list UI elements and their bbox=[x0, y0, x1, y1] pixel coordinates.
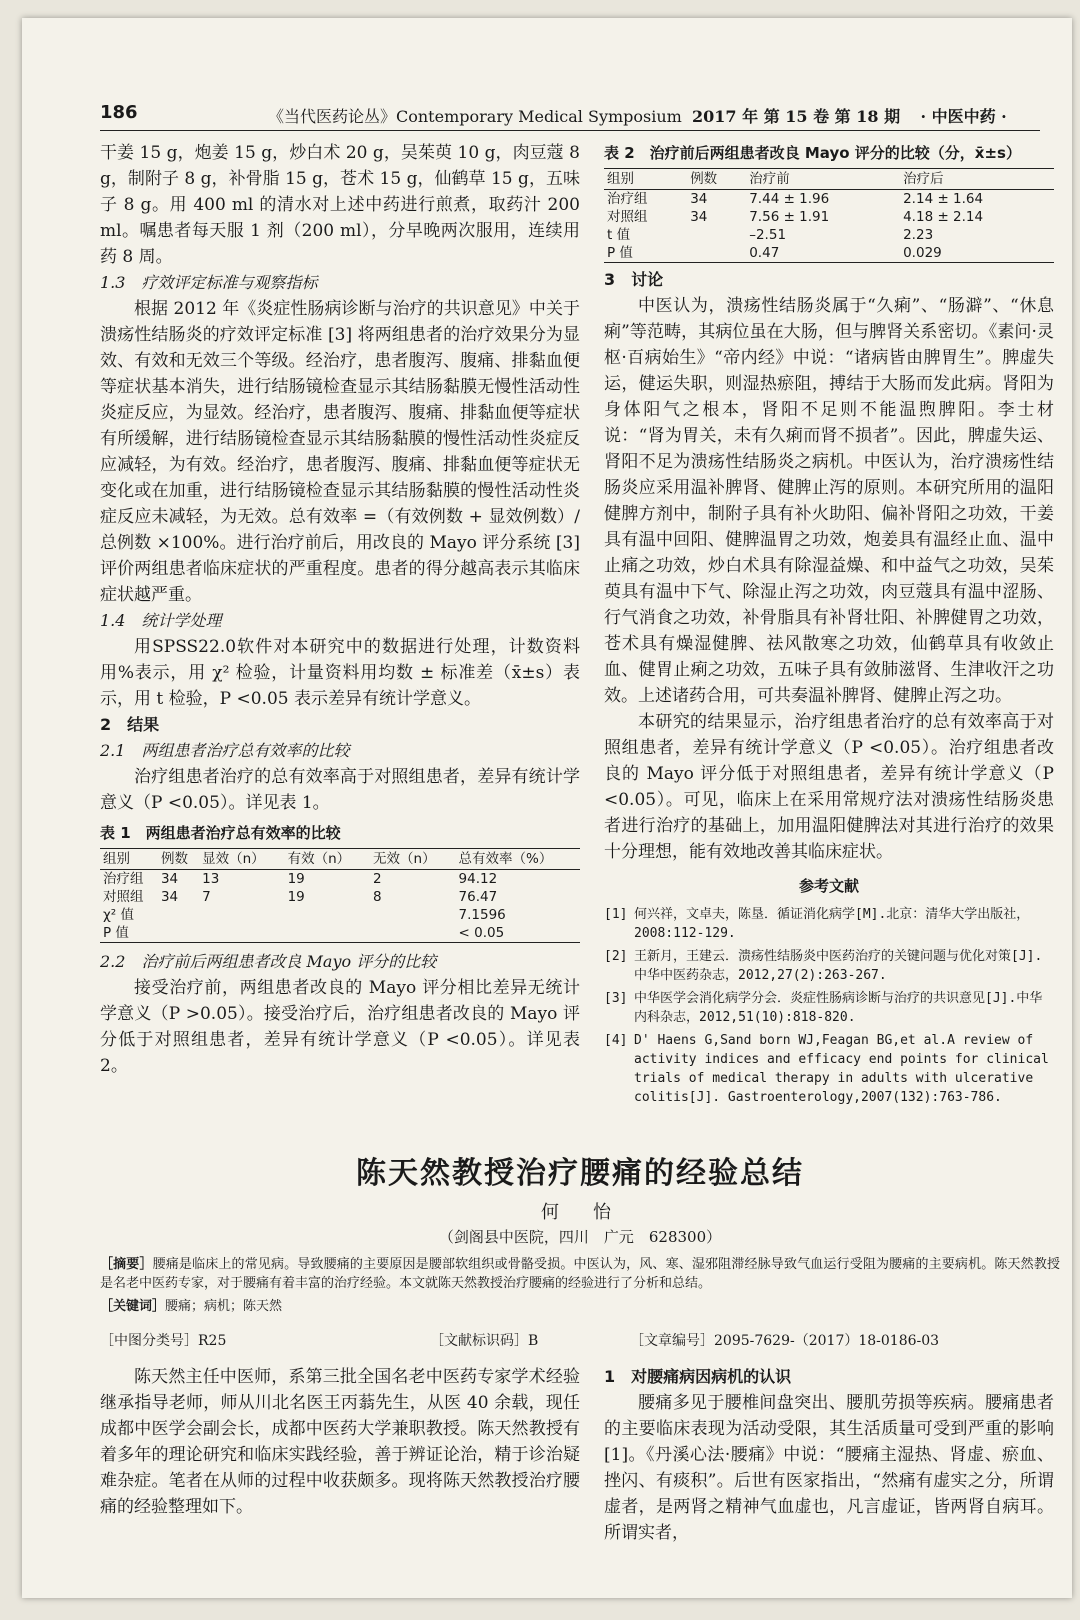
table-cell bbox=[158, 924, 199, 943]
table-cell: 76.47 bbox=[458, 889, 498, 905]
table-cell: 2 bbox=[373, 871, 382, 887]
references-title: 参考文献 bbox=[798, 877, 859, 895]
heading-2-2: 2.2 治疗前后两组患者改良 Mayo 评分的比较 bbox=[100, 952, 437, 971]
left-column bbox=[100, 140, 580, 1079]
paragraph-result-2: 接受治疗前，两组患者改良的 Mayo 评分相比差异无统计学意义（P >0.05）。接受治疗后，治疗组患者改良的 Mayo 评分低于对照组患者，差异有统计学意义（P <0.05）。详见表 2。 bbox=[100, 978, 580, 1076]
table1-caption: 表 1 两组患者治疗总有效率的比较 bbox=[100, 824, 341, 842]
heading-2-1: 2.1 两组患者治疗总有效率的比较 bbox=[100, 741, 350, 760]
reference-text: 中华医学会消化病学分会．炎症性肠病诊断与治疗的共识意见[J].中华内科杂志，2012,51(10):818-820. bbox=[634, 991, 1043, 1025]
table-cell: 19 bbox=[287, 871, 305, 887]
table-cell: χ² 值 bbox=[103, 907, 135, 923]
table-cell: P 值 bbox=[100, 924, 158, 943]
reference-text: 王新月，王建云．溃疡性结肠炎中医药治疗的关键问题与优化对策[J].中华中医药杂志，2012,27(2):263-267. bbox=[634, 949, 1043, 983]
second-article bbox=[100, 1148, 1060, 1543]
keywords-text: 腰痛；病机；陈天然 bbox=[165, 1299, 283, 1314]
table-cell: 7.44 ± 1.96 bbox=[749, 191, 830, 207]
paragraph-statistics: 用SPSS22.0软件对本研究中的数据进行处理，计数资料用%表示，用 χ² 检验，计量资料用均数 ± 标准差（x̄±s）表示，用 t 检验，P <0.05 表示差异有统计学意义。 bbox=[100, 637, 580, 709]
table-cell bbox=[687, 244, 746, 263]
table-cell: –2.51 bbox=[749, 227, 787, 243]
document-code: ［文献标识码］B bbox=[430, 1333, 539, 1349]
table2-header: 治疗前 bbox=[746, 169, 900, 190]
table-cell: 2.14 ± 1.64 bbox=[903, 191, 984, 207]
table-cell: 34 bbox=[160, 871, 179, 887]
table-cell: 治疗组 bbox=[103, 871, 144, 887]
table-cell bbox=[285, 906, 370, 924]
article-author: 何 怡 bbox=[541, 1202, 619, 1223]
table1-header: 无效（n） bbox=[370, 849, 455, 870]
abstract-label: ［摘要］ bbox=[100, 1257, 153, 1272]
heading-2: 2 结果 bbox=[100, 715, 160, 734]
article-abstract bbox=[100, 1255, 1060, 1293]
clc-number: ［中图分类号］R25 bbox=[100, 1333, 227, 1349]
table-cell bbox=[285, 924, 370, 943]
table-cell bbox=[370, 924, 455, 943]
table-cell: 对照组 bbox=[103, 889, 144, 905]
article-meta bbox=[100, 1330, 1060, 1352]
reference-text: D' Haens G,Sand born WJ,Feagan BG,et al.A review of activity indices and efficacy end points for clinical trials of medical therapy in adults with ulcerative colitis[J]. Gastroenterology,2007(132):763-786. bbox=[634, 1033, 1049, 1105]
article-right-column bbox=[604, 1364, 1054, 1546]
reference-number: [4] bbox=[604, 1033, 628, 1048]
table2-header: 治疗后 bbox=[900, 169, 1054, 190]
table2-header: 例数 bbox=[687, 169, 746, 190]
table-cell bbox=[687, 226, 746, 244]
paragraph-etiology: 腰痛多见于腰椎间盘突出、腰肌劳损等疾病。腰痛患者的主要临床表现为活动受限，其生活质量可受到严重的影响 [1]。《丹溪心法·腰痛》中说：“腰痛主湿热、肾虚、瘀血、挫闪、有痰积”。后世有医家指出，“然痛有虚实之分，所谓虚者，是两肾之精神气血虚也，凡言虚证，皆两肾自病耳。所谓实者， bbox=[604, 1393, 1054, 1543]
article-keywords bbox=[100, 1297, 1060, 1316]
table1 bbox=[100, 848, 580, 943]
table-cell: 13 bbox=[202, 871, 220, 887]
journal-section: · 中医中药 · bbox=[920, 107, 1007, 126]
paragraph-herbs: 干姜 15 g，炮姜 15 g，炒白术 20 g，吴茱萸 10 g，肉豆蔻 8 g，制附子 8 g，补骨脂 15 g，苍术 15 g，仙鹤草 15 g，五味子 8 g。用 400 ml 的清水对上述中药进行煎煮，取药汁 200 ml。嘱患者每天服 1 剂（200 ml），分早晚两次服用，连续用药 8 周。 bbox=[100, 143, 580, 267]
table-cell bbox=[199, 906, 284, 924]
journal-name: 《当代医药论丛》Contemporary Medical Symposium bbox=[268, 107, 682, 126]
table1-header: 总有效率（%） bbox=[456, 849, 580, 870]
paragraph-discussion: 中医认为，溃疡性结肠炎属于“久痢”、“肠澼”、“休息痢”等范畴，其病位虽在大肠，但与脾肾关系密切。《素问·灵枢·百病始生》“帝内经》中说：“诸病皆由脾胃生”。脾虚失运，健运失职，则湿热瘀阻，搏结于大肠而发此病。肾阳为身体阳气之根本，肾阳不足则不能温煦脾阳。李士材说：“肾为胃关，未有久痢而肾不损者”。因此，脾虚失运、肾阳不足为溃疡性结肠炎之病机。中医认为，治疗溃疡性结肠炎应采用温补脾肾、健脾止泻的原则。本研究所用的温阳健脾方剂中，制附子具有补火助阳、偏补肾阳之功效，干姜具有温中回阳、健脾温胃之功效，炮姜具有温经止血、温中止痛之功效，炒白术具有除湿益燥、和中益气之功效，吴茱萸具有温中下气、除湿止泻之功效，肉豆蔻具有温中涩肠、行气消食之功效，补骨脂具有补肾壮阳、补脾健胃之功效，苍术具有燥湿健脾、祛风散寒之功效，仙鹤草具有收敛止血、健胃止痢之功效，五味子具有敛肺滋肾、生津收汗之功效。上述诸药合用，可共奏温补脾肾、健脾止泻之功。 bbox=[604, 296, 1054, 706]
table-cell: 8 bbox=[373, 889, 382, 905]
article-affiliation: （剑阁县中医院，四川 广元 628300） bbox=[438, 1228, 722, 1246]
table-cell: 4.18 ± 2.14 bbox=[903, 209, 984, 225]
reference-text: 何兴祥，文卓夫，陈垦．循证消化病学[M].北京：清华大学出版社，2008:112-129. bbox=[634, 907, 1030, 941]
table1-header: 例数 bbox=[158, 849, 199, 870]
article-number: ［文章编号］2095-7629-（2017）18-0186-03 bbox=[630, 1333, 940, 1349]
reference-item bbox=[604, 905, 1054, 943]
abstract-text: 腰痛是临床上的常见病。导致腰痛的主要原因是腰部软组织或骨骼受损。中医认为，风、寒、湿邪阻滞经脉导致气血运行受阻为腰痛的主要病机。陈天然教授是名老中医药专家，对于腰痛有着丰富的治疗经验。本文就陈天然教授治疗腰痛的经验进行了分析和总结。 bbox=[100, 1257, 1060, 1291]
table-cell bbox=[158, 906, 199, 924]
journal-page bbox=[22, 18, 1072, 1598]
journal-title bbox=[268, 104, 1007, 127]
table-row bbox=[604, 244, 1054, 263]
paragraph-conclusion: 本研究的结果显示，治疗组患者治疗的总有效率高于对照组患者，差异有统计学意义（P <0.05）。治疗组患者改良的 Mayo 评分低于对照组患者，差异有统计学意义（P <0.05）。可见，临床上在采用常规疗法对溃疡性结肠炎患者进行治疗的基础上，加用温阳健脾法对其进行治疗的效果十分理想，能有效地改善其临床症状。 bbox=[604, 712, 1054, 862]
table-cell: t 值 bbox=[607, 227, 631, 243]
table-cell: P 值 bbox=[604, 244, 687, 263]
article-left-column bbox=[100, 1364, 580, 1520]
table-cell bbox=[370, 906, 455, 924]
table-cell: 94.12 bbox=[458, 871, 498, 887]
table-cell: 34 bbox=[160, 889, 179, 905]
paragraph-result-1: 治疗组患者治疗的总有效率高于对照组患者，差异有统计学意义（P <0.05）。详见表 1。 bbox=[100, 767, 580, 813]
table-row bbox=[604, 190, 1054, 209]
table-cell: 对照组 bbox=[607, 209, 648, 225]
reference-item bbox=[604, 989, 1054, 1027]
table-cell: 0.029 bbox=[900, 244, 1054, 263]
reference-number: [1] bbox=[604, 907, 628, 922]
reference-number: [2] bbox=[604, 949, 628, 964]
table-cell: 19 bbox=[287, 889, 305, 905]
table-cell: 34 bbox=[690, 191, 708, 207]
table1-header: 显效（n） bbox=[199, 849, 284, 870]
page-number: 186 bbox=[100, 102, 138, 123]
table-row bbox=[100, 870, 580, 889]
heading-1-4: 1.4 统计学处理 bbox=[100, 611, 222, 630]
table-cell: < 0.05 bbox=[456, 924, 580, 943]
table-cell: 34 bbox=[690, 209, 708, 225]
table-row bbox=[100, 924, 580, 943]
table-row bbox=[100, 906, 580, 924]
table-row bbox=[604, 208, 1054, 226]
running-header bbox=[100, 100, 1040, 131]
reference-item bbox=[604, 1031, 1054, 1107]
table-cell: 7.56 ± 1.91 bbox=[749, 209, 830, 225]
heading-3: 3 讨论 bbox=[604, 270, 664, 289]
reference-item bbox=[604, 947, 1054, 985]
table-cell bbox=[199, 924, 284, 943]
table-cell: 治疗组 bbox=[607, 191, 648, 207]
reference-number: [3] bbox=[604, 991, 628, 1006]
table-row bbox=[604, 226, 1054, 244]
heading-etiology: 1 对腰痛病因病机的认识 bbox=[604, 1367, 792, 1386]
table-cell: 7 bbox=[202, 889, 211, 905]
table-cell: 7.1596 bbox=[458, 907, 506, 923]
paragraph-criteria: 根据 2012 年《炎症性肠病诊断与治疗的共识意见》中关于溃疡性结肠炎的疗效评定标准 [3] 将两组患者的治疗效果分为显效、有效和无效三个等级。经治疗，患者腹泻、腹痛、排黏血便等症状基本消失，进行结肠镜检查显示其结肠黏膜无慢性活动性炎症反应，为显效。经治疗，患者腹泻、腹痛、排黏血便等症状有所缓解，进行结肠镜检查显示其结肠黏膜的慢性活动性炎症反应减轻，为有效。经治疗，患者腹泻、腹痛、排黏血便等症状无变化或在加重，进行结肠镜检查显示其结肠黏膜的慢性活动性炎症反应未减轻，为无效。总有效率 =（有效例数 + 显效例数）/ 总例数 ×100%。进行治疗前后，用改良的 Mayo 评分系统 [3] 评价两组患者临床症状的严重程度。患者的得分越高表示其临床症状越严重。 bbox=[100, 299, 580, 605]
right-column bbox=[604, 140, 1054, 1111]
table2-header-row bbox=[604, 169, 1054, 190]
heading-1-3: 1.3 疗效评定标准与观察指标 bbox=[100, 273, 318, 292]
table-cell: 2.23 bbox=[903, 227, 934, 243]
article-body bbox=[100, 1364, 1060, 1543]
journal-issue: 2017 年 第 15 卷 第 18 期 bbox=[692, 107, 901, 126]
table1-header-row bbox=[100, 849, 580, 870]
table2-caption: 表 2 治疗前后两组患者改良 Mayo 评分的比较（分，x̄±s） bbox=[604, 144, 1021, 162]
table2 bbox=[604, 168, 1054, 263]
references-list bbox=[604, 905, 1054, 1107]
table2-header: 组别 bbox=[604, 169, 687, 190]
table-cell: 0.47 bbox=[746, 244, 900, 263]
table1-header: 有效（n） bbox=[285, 849, 370, 870]
table1-header: 组别 bbox=[100, 849, 158, 870]
table-row bbox=[100, 888, 580, 906]
paragraph-intro: 陈天然主任中医师，系第三批全国名老中医药专家学术经验继承指导老师，师从川北名医王丙蓊先生，从医 40 余载，现任成都中医学会副会长，成都中医药大学兼职教授。陈天然教授有着多年的理论研究和临床实践经验，善于辨证论治，精于诊治疑难杂症。笔者在从师的过程中收获颇多。现将陈天然教授治疗腰痛的经验整理如下。 bbox=[100, 1367, 580, 1517]
keywords-label: ［关键词］ bbox=[100, 1299, 166, 1314]
article-title: 陈天然教授治疗腰痛的经验总结 bbox=[356, 1156, 804, 1191]
